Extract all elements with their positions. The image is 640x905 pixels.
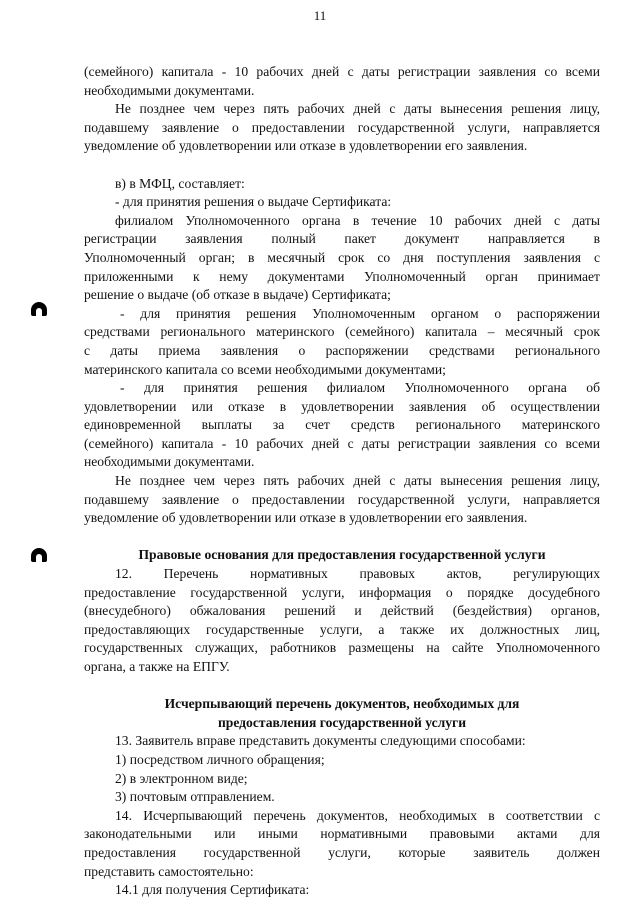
text-line: регистрации заявления полный пакет документ направляется в [84, 231, 600, 247]
text-line: необходимыми документами. [84, 454, 255, 470]
text-line: - для принятия решения Уполномоченным органом о распоряжении [120, 305, 600, 321]
text-line: 3) почтовым отправлением. [115, 789, 275, 805]
text-line: уведомление об удовлетворении или отказе в удовлетворении его заявления. [84, 510, 528, 526]
text-line: представить самостоятельно: [84, 863, 254, 879]
text-line: материнского капитала со всеми необходимыми документами; [84, 361, 446, 377]
text-line: удовлетворении или отказе в удовлетворении заявления об осуществлении [84, 398, 600, 414]
section-heading: предоставления государственной услуги [217, 714, 467, 730]
text-line: 14. Исчерпывающий перечень документов, необходимых в соответствии с [115, 807, 600, 823]
text-line: филиалом Уполномоченного органа в течение 10 рабочих дней с даты [115, 212, 600, 228]
text-line: 13. Заявитель вправе представить документы следующими способами: [115, 733, 526, 749]
text-line: Уполномоченный орган; в месячный срок со дня поступления заявления с [84, 249, 600, 265]
text-line: Не позднее чем через пять рабочих дней с даты вынесения решения лицу, [115, 101, 600, 117]
text-line: предоставление государственной услуги, информация о порядке досудебного [84, 584, 600, 600]
text-line: решение о выдаче (об отказе в выдаче) Сертификата; [84, 287, 391, 303]
text-line: необходимыми документами. [84, 82, 255, 98]
text-line: Не позднее чем через пять рабочих дней с даты вынесения решения лицу, [115, 473, 600, 489]
section-heading: Правовые основания для предоставления государственной услуги [138, 547, 546, 563]
text-line: (семейного) капитала - 10 рабочих дней с даты регистрации заявления со всеми [84, 64, 600, 79]
text-line: в) в МФЦ, составляет: [115, 175, 245, 191]
text-line: (семейного) капитала - 10 рабочих дней с даты регистрации заявления со всеми [84, 435, 600, 451]
text-line: органа, а также на ЕПГУ. [84, 659, 230, 674]
text-line: подавшему заявление о предоставлении государственной услуги, направляется [84, 119, 600, 135]
text-line: - для принятия решения филиалом Уполномоченного органа об [120, 380, 600, 396]
text-line: государственных служащих, работников размещены на сайте Уполномоченного [84, 640, 600, 656]
section-heading: Исчерпывающий перечень документов, необходимых для [164, 696, 520, 712]
text-line: 1) посредством личного обращения; [115, 751, 325, 767]
text-line: уведомление об удовлетворении или отказе в удовлетворении его заявления. [84, 138, 528, 154]
text-line: 12. Перечень нормативных правовых актов, регулирующих [115, 566, 600, 582]
page-number: 11 [313, 8, 327, 23]
text-line: предоставления государственной услуги, которые заявитель должен [84, 844, 600, 860]
text-line: - для принятия решения о выдаче Сертификата: [115, 194, 392, 210]
paragraph-gap [84, 677, 600, 696]
text-line: законодательными или иными нормативными правовыми актами для [84, 826, 600, 842]
paragraph-gap [84, 156, 600, 175]
binding-hole-mark-lower [31, 548, 47, 562]
text-line: предоставляющих государственные услуги, а также их должностных лиц, [84, 621, 600, 637]
binding-hole-mark-upper [31, 302, 47, 316]
text-line: (внесудебного) обжалования решений и действий (бездействия) органов, [84, 603, 600, 619]
text-line: приложенными к нему документами Уполномоченный орган принимает [84, 268, 600, 284]
text-line: 14.1 для получения Сертификата: [115, 882, 310, 898]
text-line: единовременной выплаты за счет средств регионального материнского [84, 417, 600, 433]
paragraph-gap [84, 528, 600, 547]
document-body [84, 63, 600, 900]
text-line: средствами регионального материнского (семейного) капитала – месячный срок [84, 324, 600, 340]
text-line: подавшему заявление о предоставлении государственной услуги, направляется [84, 491, 600, 507]
text-line: 2) в электронном виде; [115, 770, 248, 786]
text-line: с даты приема заявления о распоряжении средствами регионального [84, 342, 600, 358]
